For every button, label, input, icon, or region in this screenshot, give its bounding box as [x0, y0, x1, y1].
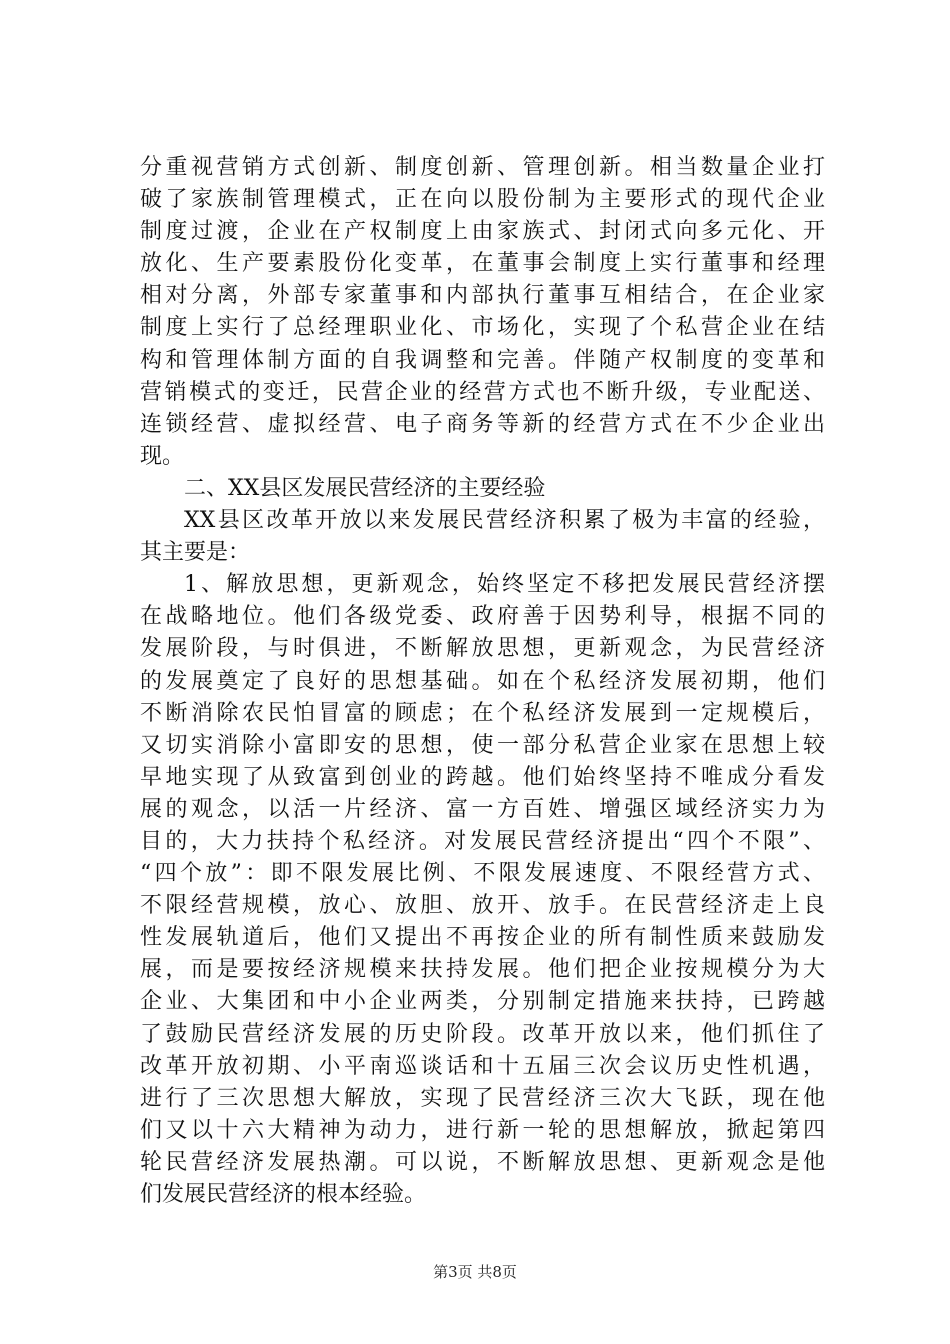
text-line: 又切实消除小富即安的思想，使一部分私营企业家在思想上较	[140, 732, 825, 758]
text-line: 发展阶段，与时俱进，不断解放思想，更新观念，为民营经济	[140, 636, 825, 662]
text-line: 不限经营规模，放心、放胆、放开、放手。在民营经济走上良	[140, 893, 825, 919]
section-heading	[140, 473, 825, 505]
text-line: XX县区改革开放以来发展民营经济积累了极为丰富的经验，	[184, 508, 825, 534]
section-heading-text: 二、XX县区发展民营经济的主要经验	[184, 475, 546, 501]
text-line: 性发展轨道后，他们又提出不再按企业的所有制性质来鼓励发	[140, 925, 825, 951]
text-line: “四个放”：即不限发展比例、不限发展速度、不限经营方式、	[140, 861, 825, 887]
text-line: 其主要是：	[140, 540, 251, 566]
text-line: 制度过渡，企业在产权制度上由家族式、封闭式向多元化、开	[140, 219, 825, 245]
text-line: 目的，大力扶持个私经济。对发展民营经济提出“四个不限”、	[140, 828, 825, 854]
text-line: 制度上实行了总经理职业化、市场化，实现了个私营企业在结	[140, 315, 825, 341]
text-line: 进行了三次思想大解放，实现了民营经济三次大飞跃，现在他	[140, 1085, 825, 1111]
document-body	[140, 152, 825, 1211]
paragraph-continuation	[140, 152, 825, 473]
text-line: 1、解放思想，更新观念，始终坚定不移把发展民营经济摆	[184, 572, 825, 598]
text-line: 了鼓励民营经济发展的历史阶段。改革开放以来，他们抓住了	[140, 1021, 825, 1047]
text-line: 改革开放初期、小平南巡谈话和十五届三次会议历史性机遇，	[140, 1053, 825, 1079]
text-line: 早地实现了从致富到创业的跨越。他们始终坚持不唯成分看发	[140, 764, 825, 790]
text-line: 在战略地位。他们各级党委、政府善于因势利导，根据不同的	[140, 604, 825, 630]
text-line: 连锁经营、虚拟经营、电子商务等新的经营方式在不少企业出	[140, 411, 825, 437]
text-line: 营销模式的变迁，民营企业的经营方式也不断升级，专业配送、	[140, 379, 825, 405]
text-line: 轮民营经济发展热潮。可以说，不断解放思想、更新观念是他	[140, 1149, 825, 1175]
text-line: 相对分离，外部专家董事和内部执行董事互相结合，在企业家	[140, 283, 825, 309]
text-line: 分重视营销方式创新、制度创新、管理创新。相当数量企业打	[140, 155, 825, 180]
page-footer: 第3页 共8页	[433, 1263, 517, 1281]
text-line: 不断消除农民怕冒富的顾虑；在个私经济发展到一定规模后，	[140, 700, 825, 726]
text-line: 展，而是要按经济规模来扶持发展。他们把企业按规模分为大	[140, 957, 825, 983]
text-line: 现。	[140, 443, 185, 469]
text-line: 展的观念，以活一片经济、富一方百姓、增强区域经济实力为	[140, 796, 825, 822]
text-line: 构和管理体制方面的自我调整和完善。伴随产权制度的变革和	[140, 347, 825, 373]
text-line: 的发展奠定了良好的思想基础。如在个私经济发展初期，他们	[140, 668, 825, 694]
text-line: 们又以十六大精神为动力，进行新一轮的思想解放，掀起第四	[140, 1117, 825, 1143]
text-line: 破了家族制管理模式，正在向以股份制为主要形式的现代企业	[140, 187, 825, 213]
paragraph-point-1	[140, 569, 825, 1211]
text-line: 放化、生产要素股份化变革，在董事会制度上实行董事和经理	[140, 251, 825, 277]
text-line: 企业、大集团和中小企业两类，分别制定措施来扶持，已跨越	[140, 989, 825, 1015]
paragraph-intro	[140, 505, 825, 569]
text-line: 们发展民营经济的根本经验。	[140, 1182, 427, 1207]
